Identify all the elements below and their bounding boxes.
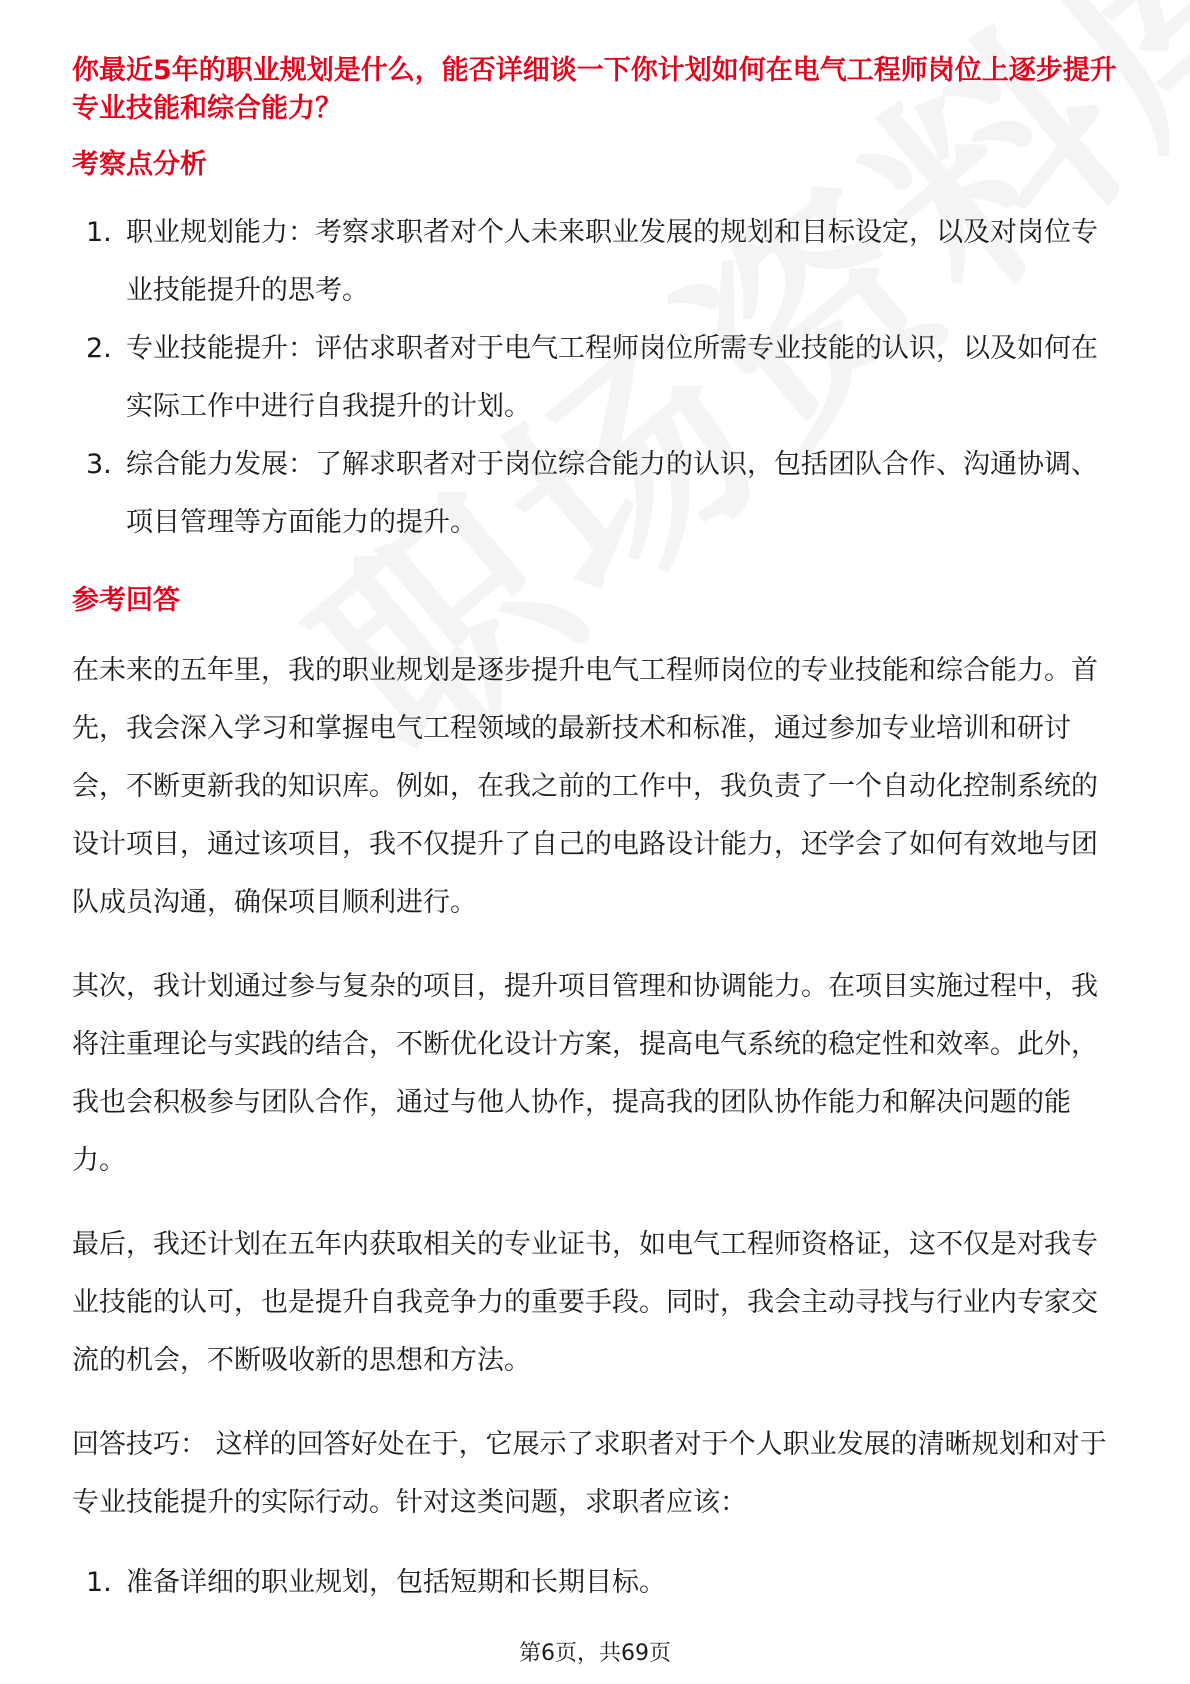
- tips-list: [72, 1554, 1122, 1612]
- answer-heading: 参考回答: [72, 585, 180, 616]
- tips-paragraph: 回答技巧： 这样的回答好处在于，它展示了求职者对于个人职业发展的清晰规划和对于专业技能提升的实际行动。针对这类问题，求职者应该：: [72, 1429, 1107, 1518]
- list-item-text: 准备详细的职业规划，包括短期和长期目标。: [126, 1567, 666, 1598]
- page-content: [72, 52, 1122, 1612]
- list-item-text: 专业技能提升：评估求职者对于电气工程师岗位所需专业技能的认识，以及如何在实际工作中进行自我提升的计划。: [126, 333, 1098, 422]
- analysis-heading: 考察点分析: [72, 149, 207, 180]
- list-item-text: 职业规划能力：考察求职者对个人未来职业发展的规划和目标设定，以及对岗位专业技能提升的思考。: [126, 217, 1098, 306]
- list-number: 3.: [86, 449, 112, 480]
- page-number-footer: 第6页，共69页: [519, 1641, 671, 1666]
- list-item: [72, 436, 1122, 552]
- analysis-list: [72, 204, 1122, 552]
- list-number: 2.: [86, 333, 112, 364]
- answer-paragraph: 在未来的五年里，我的职业规划是逐步提升电气工程师岗位的专业技能和综合能力。首先，我会深入学习和掌握电气工程领域的最新技术和标准，通过参加专业培训和研讨会，不断更新我的知识库。例如，在我之前的工作中，我负责了一个自动化控制系统的设计项目，通过该项目，我不仅提升了自己的电路设计能力，还学会了如何有效地与团队成员沟通，确保项目顺利进行。: [72, 655, 1098, 918]
- list-item-text: 综合能力发展：了解求职者对于岗位综合能力的认识，包括团队合作、沟通协调、项目管理等方面能力的提升。: [126, 449, 1098, 538]
- list-item: [72, 1554, 1122, 1612]
- answer-paragraph: 其次，我计划通过参与复杂的项目，提升项目管理和协调能力。在项目实施过程中，我将注重理论与实践的结合，不断优化设计方案，提高电气系统的稳定性和效率。此外，我也会积极参与团队合作，通过与他人协作，提高我的团队协作能力和解决问题的能力。: [72, 971, 1098, 1176]
- list-number: 1.: [86, 1567, 112, 1598]
- list-item: [72, 320, 1122, 436]
- list-number: 1.: [86, 217, 112, 248]
- list-item: [72, 204, 1122, 320]
- question-title: 你最近5年的职业规划是什么，能否详细谈一下你计划如何在电气工程师岗位上逐步提升专业技能和综合能力？: [72, 55, 1117, 124]
- answer-paragraph: 最后，我还计划在五年内获取相关的专业证书，如电气工程师资格证，这不仅是对我专业技能的认可，也是提升自我竞争力的重要手段。同时，我会主动寻找与行业内专家交流的机会，不断吸收新的思想和方法。: [72, 1229, 1098, 1376]
